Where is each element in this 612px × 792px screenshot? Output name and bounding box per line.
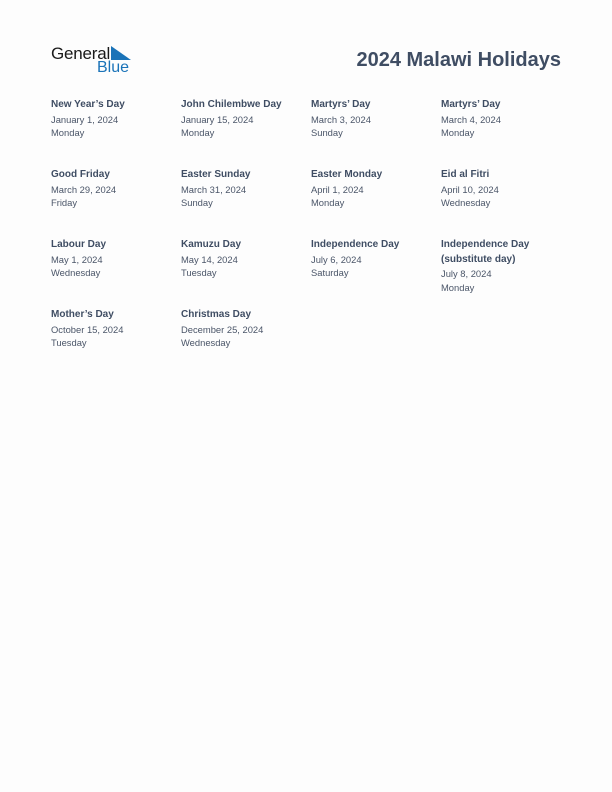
holiday-date: January 15, 2024 [181,113,254,125]
holiday-item [51,238,181,308]
holiday-weekday: Saturday [311,267,349,279]
holiday-weekday: Tuesday [51,337,87,349]
holiday-item [51,168,181,238]
holiday-name: Christmas Day [181,309,252,320]
holiday-weekday: Monday [311,197,345,209]
holiday-name: Independence Day (substitute day) [441,239,530,265]
holiday-name: Mother’s Day [51,309,114,320]
holiday-item [311,98,441,168]
holiday-weekday: Tuesday [181,267,217,279]
holiday-name: Good Friday [51,169,110,180]
holiday-item [181,168,311,238]
holiday-date: April 1, 2024 [311,183,364,195]
holiday-weekday: Monday [181,127,215,139]
holiday-date: March 4, 2024 [441,113,501,125]
holiday-item [311,168,441,238]
holiday-date: April 10, 2024 [441,183,499,195]
holiday-date: May 14, 2024 [181,253,238,265]
holiday-name: Independence Day [311,239,400,250]
holiday-weekday: Sunday [311,127,343,139]
holiday-item [441,98,571,168]
holiday-name: Labour Day [51,239,107,250]
page-title: 2024 Malawi Holidays [356,49,561,71]
holiday-name: John Chilembwe Day [181,99,282,110]
holiday-date: May 1, 2024 [51,253,103,265]
holiday-date: December 25, 2024 [181,323,264,335]
holiday-name: Kamuzu Day [181,239,242,250]
holiday-item [51,308,181,378]
holiday-weekday: Wednesday [181,337,231,349]
holiday-weekday: Wednesday [51,267,101,279]
holiday-item [441,168,571,238]
holiday-item [311,238,441,308]
holiday-date: July 6, 2024 [311,253,362,265]
holiday-weekday: Sunday [181,197,213,209]
holiday-name: Eid al Fitri [441,169,490,180]
holiday-date: March 29, 2024 [51,183,117,195]
holiday-weekday: Friday [51,197,78,209]
holiday-weekday: Monday [441,127,475,139]
holiday-name: Easter Monday [311,169,383,180]
generalblue-logo [51,44,141,78]
holiday-item [181,238,311,308]
logo-triangle-icon [111,46,131,60]
logo-text-blue: Blue [97,59,130,76]
holiday-weekday: Wednesday [441,197,491,209]
holiday-date: July 8, 2024 [441,268,492,279]
holiday-item [51,98,181,168]
holiday-date: January 1, 2024 [51,113,119,125]
holiday-weekday: Monday [441,281,475,293]
holiday-date: October 15, 2024 [51,323,124,335]
holiday-item [181,308,311,378]
holiday-name: New Year’s Day [51,99,125,110]
holiday-date: March 31, 2024 [181,183,247,195]
holiday-item [441,238,571,308]
holiday-date: March 3, 2024 [311,113,371,125]
holiday-name: Easter Sunday [181,169,251,180]
holiday-grid [51,98,571,378]
holiday-name: Martyrs’ Day [311,99,371,110]
holiday-weekday: Monday [51,127,85,139]
logo-text-general: General [51,44,111,63]
holiday-name: Martyrs’ Day [441,99,501,110]
holiday-item [181,98,311,168]
